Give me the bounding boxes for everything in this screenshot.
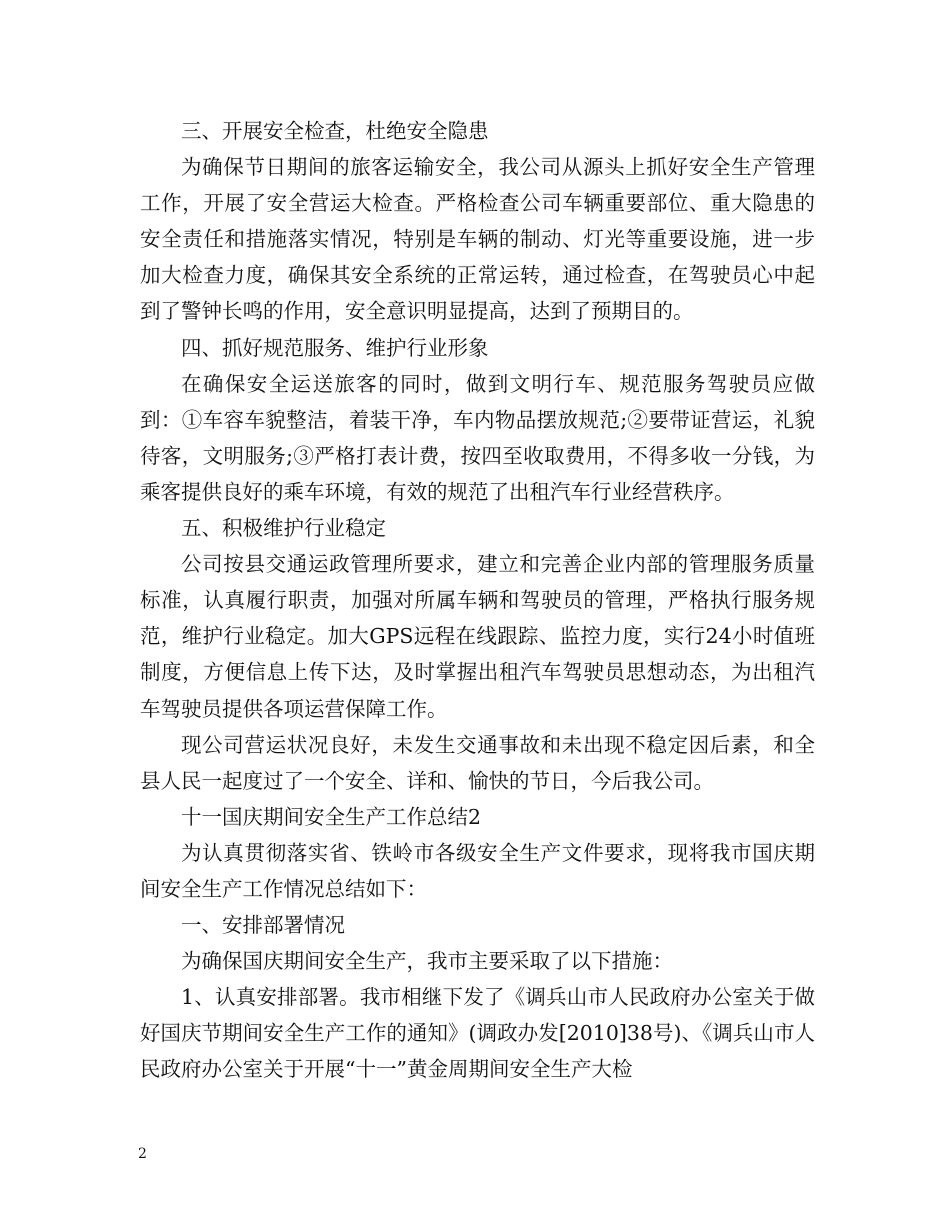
section-heading-4: 四、抓好规范服务、维护行业形象: [181, 335, 489, 360]
document-body: [140, 113, 815, 1088]
paragraph-measures: 为确保国庆期间安全生产，我市主要采取了以下措施：: [181, 949, 673, 974]
paragraph-intro: 为认真贯彻落实省、铁岭市各级安全生产文件要求，现将我市国庆期间安全生产工作情况总结如下：: [140, 840, 815, 901]
paragraph-industry-stability: 公司按县交通运政管理所要求，建立和完善企业内部的管理服务质量标准，认真履行职责，加强对所属车辆和驾驶员的管理，严格执行服务规范，维护行业稳定。加大GPS远程在线跟踪、监控力度，实行24小时值班制度，方便信息上传下达，及时掌握出租汽车驾驶员思想动态，为出租汽车驾驶员提供各项运营保障工作。: [140, 552, 815, 721]
paragraph-current-status: 现公司营运状况良好，未发生交通事故和未出现不稳定因后素，和全县人民一起度过了一个安全、详和、愉快的节日，今后我公司。: [140, 732, 815, 793]
paragraph-standard-service: 在确保安全运送旅客的同时，做到文明行车、规范服务驾驶员应做到：①车容车貌整洁，着装干净，车内物品摆放规范;②要带证营运，礼貌待客，文明服务;③严格打表计费，按四至收取费用，不得多收一分钱，为乘客提供良好的乘车环境，有效的规范了出租汽车行业经营秩序。: [140, 371, 815, 504]
paragraph-safety-inspection: 为确保节日期间的旅客运输安全，我公司从源头上抓好安全生产管理工作，开展了安全营运大检查。严格检查公司车辆重要部位、重大隐患的安全责任和措施落实情况，特别是车辆的制动、灯光等重要设施，进一步加大检查力度，确保其安全系统的正常运转，通过检查，在驾驶员心中起到了警钟长鸣的作用，安全意识明显提高，达到了预期目的。: [140, 155, 815, 324]
section-heading-1: 一、安排部署情况: [181, 913, 345, 938]
paragraph-arrangement: 1、认真安排部署。我市相继下发了《调兵山市人民政府办公室关于做好国庆节期间安全生产工作的通知》(调政办发[2010]38号)、《调兵山市人民政府办公室关于开展“十一”黄金周期间安全生产大检: [140, 985, 815, 1082]
section-heading-5: 五、积极维护行业稳定: [181, 516, 386, 541]
page-number: 2: [138, 1146, 147, 1162]
section-heading-3: 三、开展安全检查，杜绝安全隐患: [181, 119, 489, 143]
document-subtitle: 十一国庆期间安全生产工作总结2: [181, 804, 482, 829]
